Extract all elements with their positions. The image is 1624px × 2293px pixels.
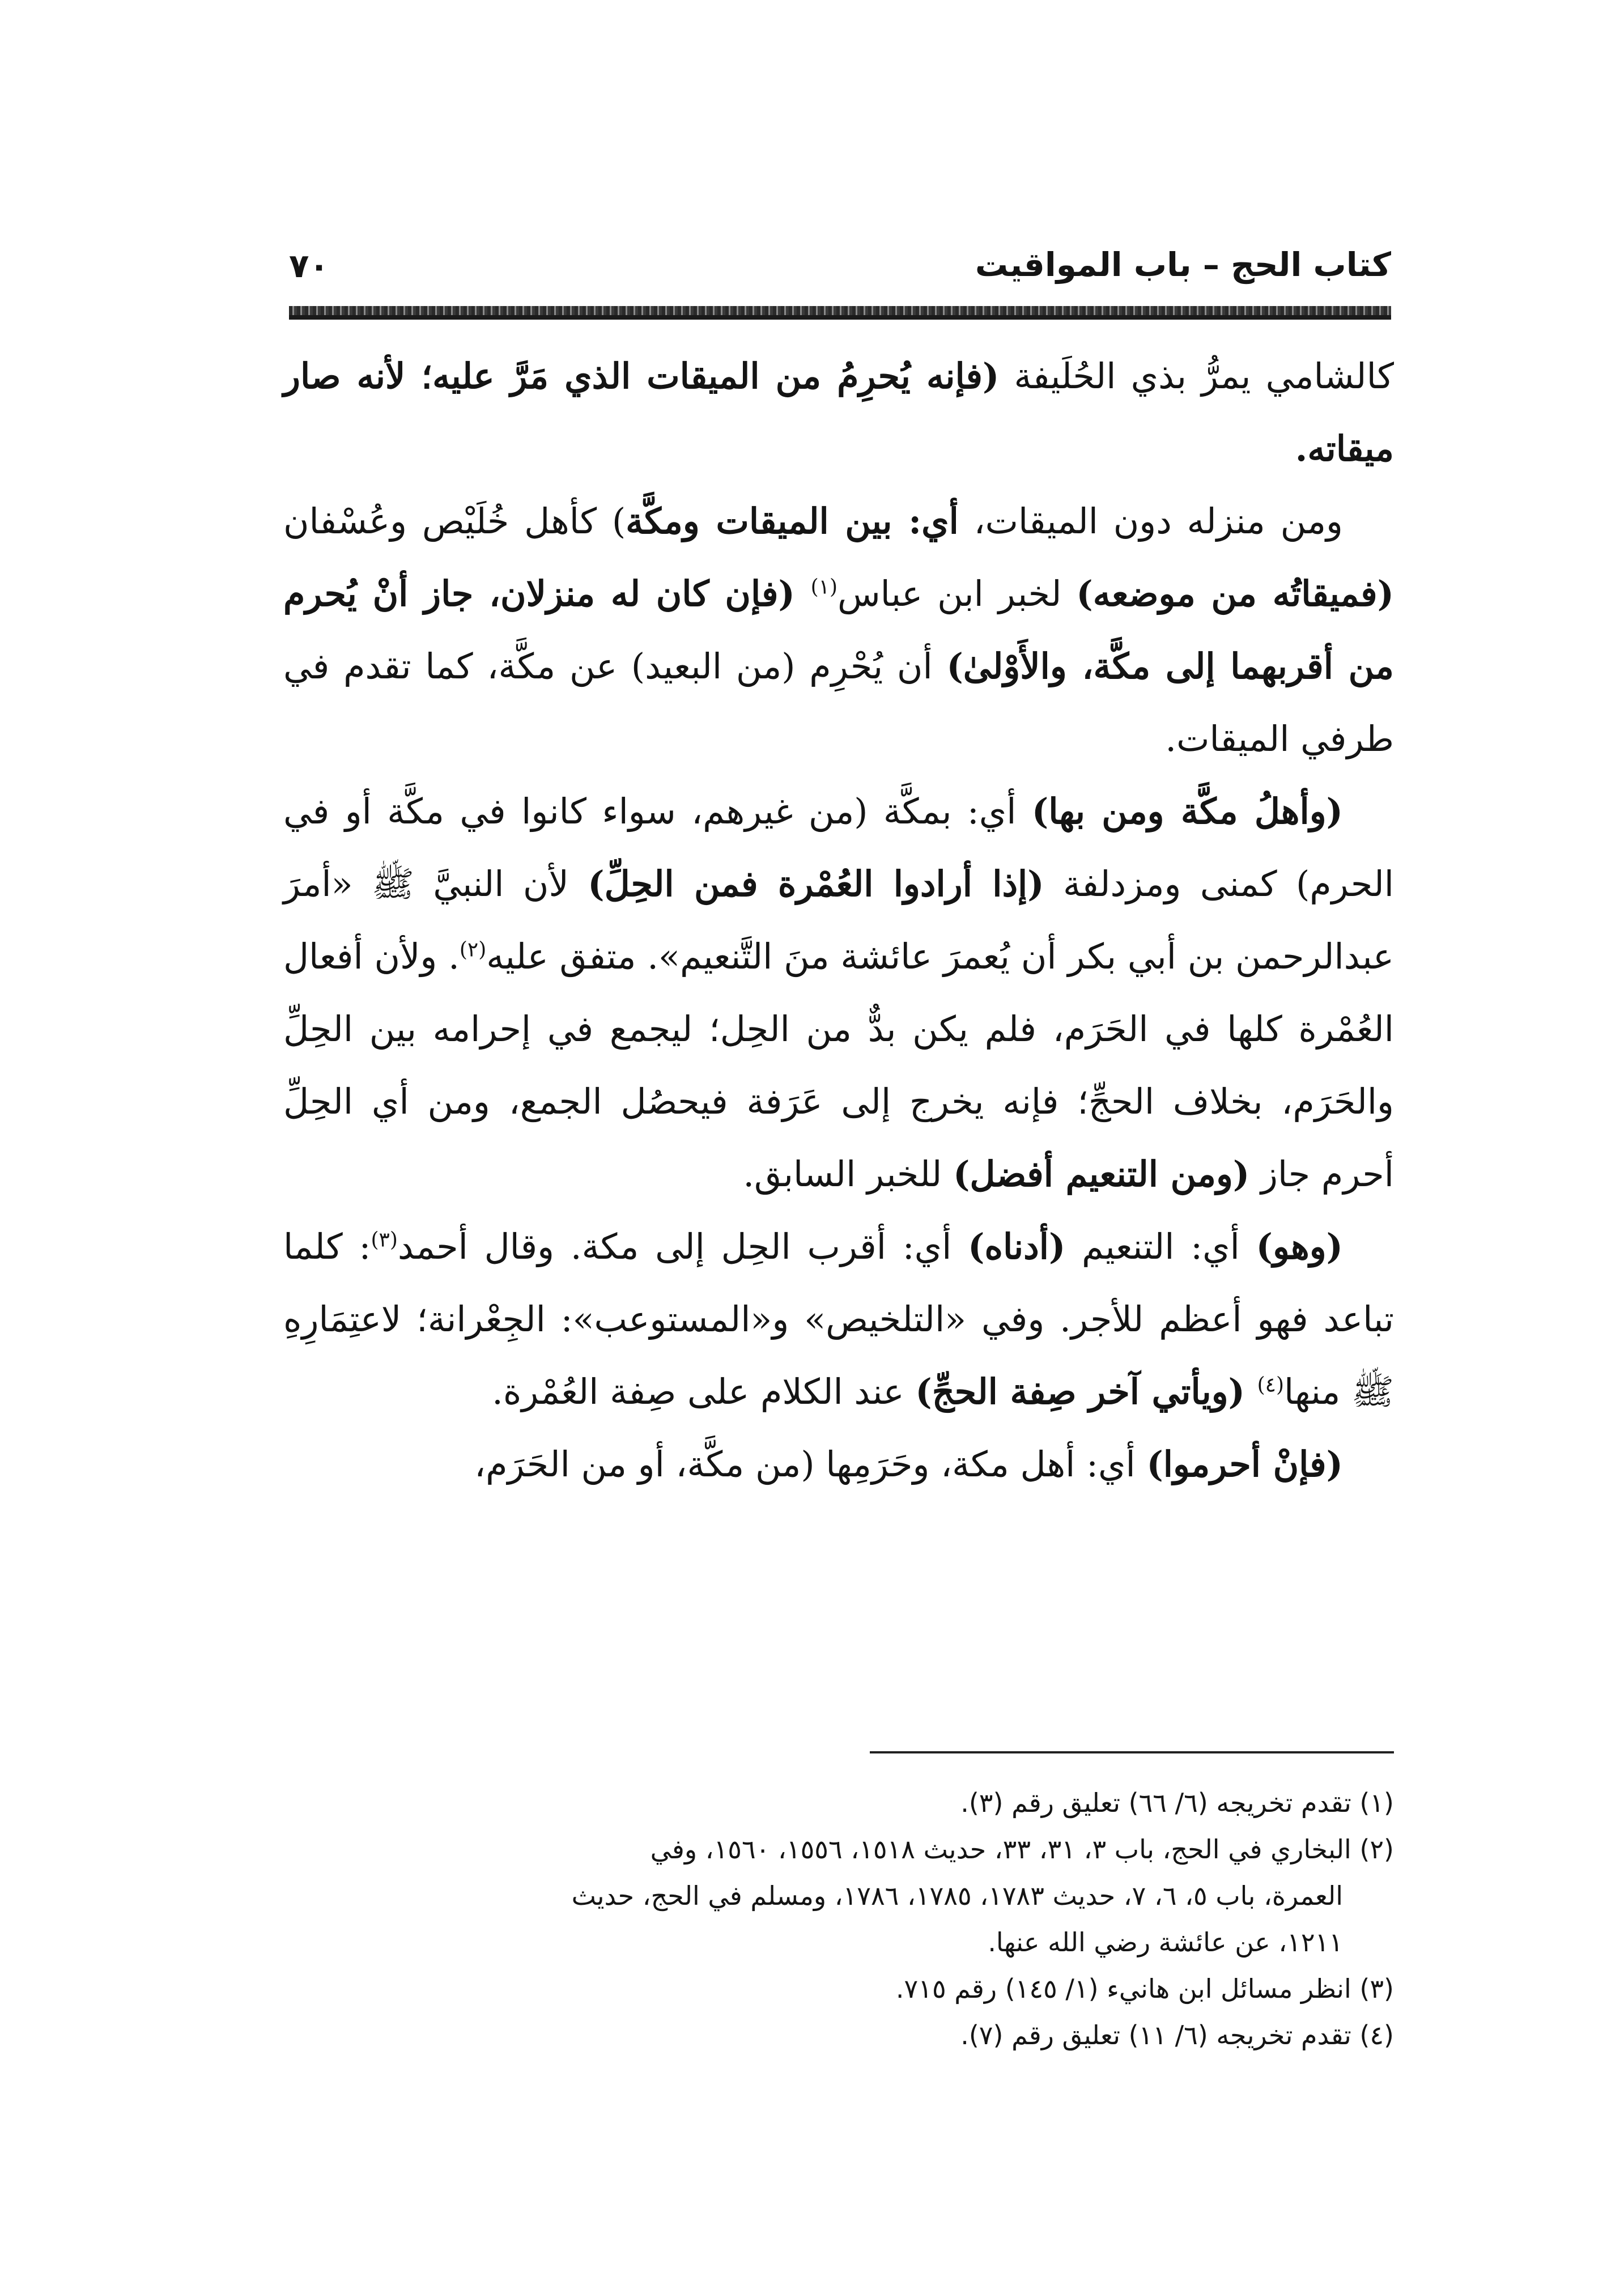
footnote-ref: (٤) bbox=[1257, 1373, 1284, 1397]
bold-run: (وهو) bbox=[1256, 1226, 1344, 1267]
text-run: أن يُحْرِم (من البعيد) عن مكَّة، كما تقدم في طرفي الميقات. bbox=[283, 646, 1394, 759]
footnotes bbox=[283, 1780, 1394, 2058]
footnote-1: (١) تقدم تخريجه (٦/ ٦٦) تعليق رقم (٣). bbox=[960, 1787, 1394, 1818]
footnote-2-continuation: ١٢١١، عن عائشة رضي الله عنها. bbox=[988, 1927, 1343, 1957]
footnote-ref: (١) bbox=[810, 575, 837, 599]
text-run: . ولأن أفعال العُمْرة كلها في الحَرَم، فلم يكن بدٌّ من الحِل؛ ليجمع في إحرامه بين الحِلِّ والحَرَم، بخلاف الحجِّ؛ فإنه يخرج إلى عَرَفة فيحصُل الجمع، ومن أي الحِلِّ أحرم جاز bbox=[283, 936, 1394, 1195]
bold-run: (إذا أرادوا العُمْرة فمن الحِلِّ) bbox=[588, 863, 1044, 905]
footnote-2: (٢) البخاري في الحج، باب ٣، ٣١، ٣٣، حديث ١٥١٨، ١٥٥٦، ١٥٦٠، وفي bbox=[650, 1834, 1394, 1865]
paragraph-4 bbox=[283, 1211, 1394, 1428]
running-header-title: كتاب الحج – باب المواقيت bbox=[975, 245, 1391, 284]
bold-run: (فميقاتُه من موضعه) bbox=[1076, 573, 1394, 614]
bold-run: (فإنه يُحرِمُ من الميقات الذي مَرَّ عليه؛ لأنه صار ميقاته. bbox=[283, 355, 1394, 469]
header-rule-base bbox=[289, 315, 1391, 320]
footnote-4: (٤) تقدم تخريجه (٦/ ١١) تعليق رقم (٧). bbox=[960, 2020, 1394, 2050]
footnote-2-continuation: العمرة، باب ٥، ٦، ٧، حديث ١٧٨٣، ١٧٨٥، ١٧٨٦، ومسلم في الحج، حديث bbox=[571, 1880, 1343, 1911]
bold-run: (وأهلُ مكَّة ومن بها) bbox=[1031, 791, 1343, 832]
paragraph-1 bbox=[283, 340, 1394, 485]
text-run: أي: أقرب الحِل إلى مكة. وقال أحمد bbox=[397, 1226, 968, 1267]
text-run: ومن منزله دون الميقات، bbox=[958, 500, 1344, 542]
page-number: ٧٠ bbox=[289, 247, 329, 285]
text-run: أي: التنعيم bbox=[1065, 1226, 1256, 1267]
bold-run: (فإن كان له منزلان، جاز أنْ يُحرم من أقربهما إلى مكَّة، والأَوْلىٰ) bbox=[283, 573, 1394, 687]
bold-run: (فإنْ أحرموا) bbox=[1146, 1443, 1343, 1485]
text-run: : كلما تباعد فهو أعظم للأجر. وفي «التلخيص» و«المستوعب»: الجِعْرانة؛ لاعتِمَارِهِ ﷺ منها bbox=[283, 1226, 1394, 1412]
footnote-ref: (٣) bbox=[371, 1228, 398, 1252]
bold-run: (ومن التنعيم أفضل) bbox=[953, 1153, 1250, 1195]
text-run: أي: بمكَّة (من غيرهم، سواء كانوا في مكَّة أو في الحرم) bbox=[283, 791, 1394, 905]
text-run: ) كأهل خُلَيْص وعُسْفان bbox=[283, 500, 626, 542]
footnote-separator bbox=[870, 1751, 1394, 1753]
text-run: لخبر ابن عباس bbox=[837, 573, 1077, 614]
main-text bbox=[283, 340, 1394, 1501]
text-run: كمنى ومزدلفة bbox=[1044, 863, 1296, 905]
paragraph-5 bbox=[283, 1428, 1394, 1501]
running-header bbox=[289, 241, 1391, 303]
footnote-ref: (٢) bbox=[459, 938, 487, 962]
bold-run: (أدناه) bbox=[968, 1226, 1066, 1267]
paragraph-2 bbox=[283, 485, 1394, 775]
bold-run: أي: بين الميقات ومكَّة bbox=[626, 500, 959, 542]
text-run: كالشامي يمرُّ بذي الحُلَيفة bbox=[999, 355, 1394, 397]
bold-run: (ويأتي آخر صِفة الحجِّ) bbox=[915, 1371, 1257, 1412]
text-run: أي: أهل مكة، وحَرَمِها (من مكَّة، أو من الحَرَم، bbox=[474, 1443, 1147, 1485]
paragraph-3 bbox=[283, 775, 1394, 1211]
text-run: عند الكلام على صِفة العُمْرة. bbox=[492, 1371, 916, 1412]
text-run: لأن النبيَّ ﷺ «أمرَ عبدالرحمن بن أبي بكر أن يُعمرَ عائشة منَ التَّنعيم». متفق عليه bbox=[283, 863, 1394, 977]
text-run: للخبر السابق. bbox=[743, 1153, 954, 1195]
footnote-3: (٣) انظر مسائل ابن هانيء (١/ ١٤٥) رقم ٧١٥. bbox=[895, 1973, 1394, 2004]
